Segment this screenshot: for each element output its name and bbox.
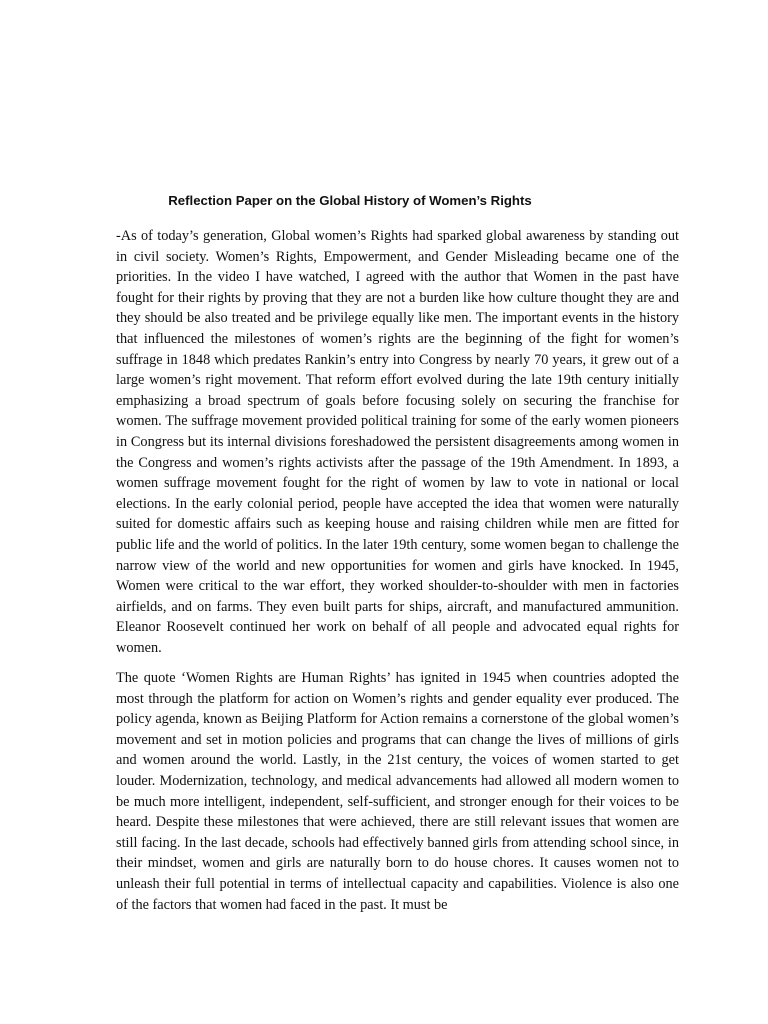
document-title: Reflection Paper on the Global History of Women’s Rights bbox=[168, 193, 532, 208]
paragraph-2: The quote ‘Women Rights are Human Rights’ has ignited in 1945 when countries adopted the most through the platform for action on Women’s rights and gender equality ever produced. The policy agenda, known as Beijing Platform for Action remains a cornerstone of the global women’s movement and set in motion policies and programs that can change the lives of millions of girls and women around the world. Lastly, in the 21st century, the voices of women started to get louder. Modernization, technology, and medical advancements had allowed all modern women to be much more intelligent, independent, self-sufficient, and stronger enough for their voices to be heard. Despite these milestones that were achieved, there are still relevant issues that women are still facing. In the last decade, schools had effectively banned girls from attending school since, in their mindset, women and girls are naturally born to do house chores. It causes women not to unleash their full potential in terms of intellectual capacity and capabilities. Violence is also one of the factors that women had faced in the past. It must be bbox=[116, 669, 679, 913]
paragraph-1: -As of today’s generation, Global women’s Rights had sparked global awareness by standing out in civil society. Women’s Rights, Empowerment, and Gender Misleading became one of the priorities. In the video I have watched, I agreed with the author that Women in the past have fought for their rights by proving that they are not a burden like how culture thought they are and they should be also treated and be privilege equally like men. The important events in the history that influenced the milestones of women’s rights are the beginning of the fight for women’s suffrage in 1848 which predates Rankin’s entry into Congress by nearly 70 years, it grew out of a large women’s right movement. That reform effort evolved during the late 19th century initially emphasizing a broad spectrum of goals before focusing solely on securing the franchise for women. The suffrage movement provided political training for some of the early women pioneers in Congress but its internal divisions foreshadowed the persistent disagreements among women in the Congress and women’s rights activists after the passage of the 19th Amendment. In 1893, a women suffrage movement fought for the right of women by law to vote in national or local elections. In the early colonial period, people have accepted the idea that women were naturally suited for domestic affairs such as keeping house and raising children while men are fitted for public life and the world of politics. In the later 19th century, some women began to challenge the narrow view of the world and new opportunities for women and girls have knocked. In 1945, Women were critical to the war effort, they worked shoulder-to-shoulder with men in factories airfields, and on farms. They even built parts for ships, aircraft, and manufactured ammunition. Eleanor Roosevelt continued her work on behalf of all people and advocated equal rights for women. bbox=[116, 228, 679, 656]
document-body bbox=[116, 226, 679, 915]
